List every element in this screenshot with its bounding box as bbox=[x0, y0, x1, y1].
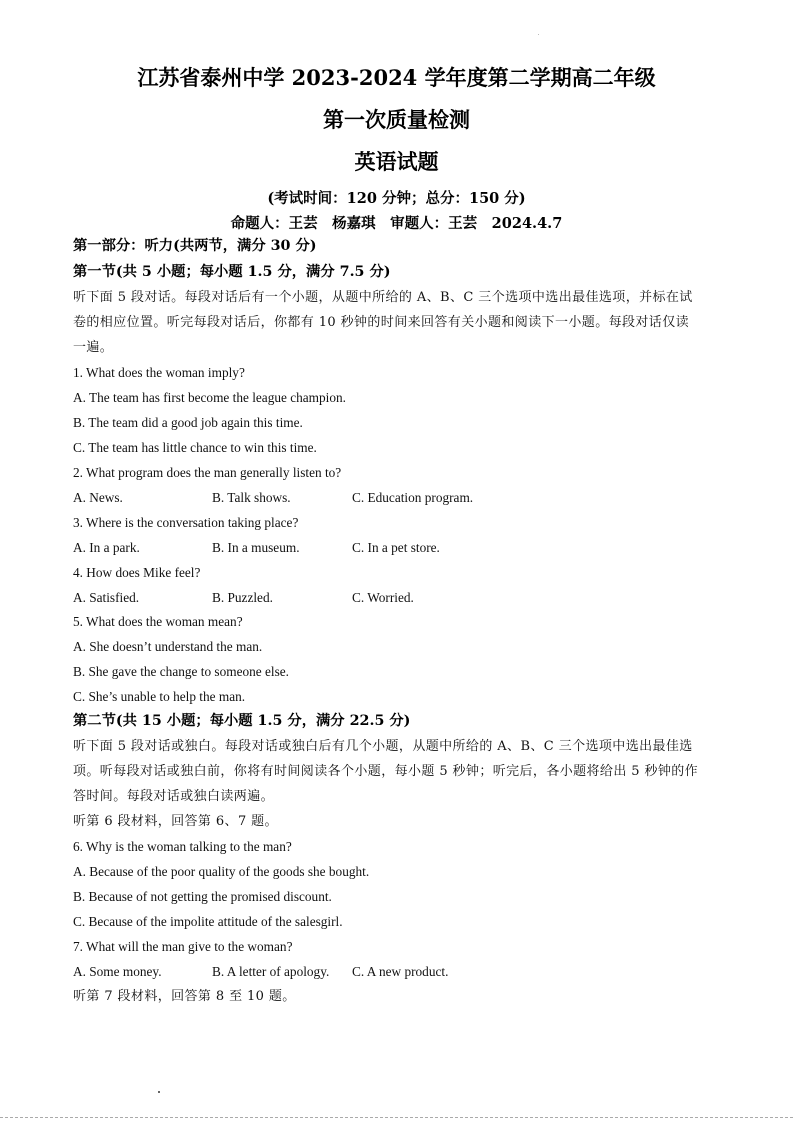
question-1-option-c: C. The team has little chance to win this time. bbox=[73, 440, 317, 455]
question-5-option-a: A. She doesn’t understand the man. bbox=[73, 639, 263, 654]
section2-instructions-line3: 答时间。每段对话或独白读两遍。 bbox=[73, 789, 275, 804]
question-3-option-c: C. In a pet store. bbox=[352, 540, 440, 555]
exam-authors: 命题人：王芸 杨嘉琪 审题人：王芸 2024.4.7 bbox=[230, 215, 563, 232]
question-3-option-a: A. In a park. bbox=[73, 540, 140, 555]
question-2-option-c: C. Education program. bbox=[352, 490, 474, 505]
exam-time-score: (考试时间：120 分钟；总分：150 分) bbox=[267, 190, 526, 207]
material-7-note: 听第 7 段材料，回答第 8 至 10 题。 bbox=[73, 989, 296, 1004]
question-1-option-b: B. The team did a good job again this time. bbox=[73, 415, 303, 430]
question-3-option-b: B. In a museum. bbox=[212, 540, 300, 555]
question-6-option-b: B. Because of not getting the promised discount. bbox=[73, 889, 332, 904]
question-5-option-c: C. She’s unable to help the man. bbox=[73, 689, 246, 704]
question-7-option-c: C. A new product. bbox=[352, 964, 449, 979]
section2-instructions-line2: 项。听每段对话或独白前，你将有时间阅读各个小题，每小题 5 秒钟；听完后，各小题将给出 5 秒钟的作 bbox=[73, 764, 699, 779]
question-7: 7. What will the man give to the woman? bbox=[73, 939, 293, 954]
section2-instructions-line1: 听下面 5 段对话或独白。每段对话或独白后有几个小题，从题中所给的 A、B、C 三个选项中选出最佳选 bbox=[73, 739, 693, 754]
question-1: 1. What does the woman imply? bbox=[73, 365, 245, 380]
question-7-option-a: A. Some money. bbox=[73, 964, 162, 979]
exam-subject: 英语试题 bbox=[354, 149, 439, 174]
question-5-option-b: B. She gave the change to someone else. bbox=[73, 664, 290, 679]
page-bottom-rule bbox=[0, 1117, 793, 1118]
section2-heading: 第二节(共 15 小题；每小题 1.5 分，满分 22.5 分) bbox=[73, 713, 411, 729]
exam-subtitle: 第一次质量检测 bbox=[323, 107, 470, 132]
question-4: 4. How does Mike feel? bbox=[73, 565, 201, 580]
question-2-option-b: B. Talk shows. bbox=[212, 490, 291, 505]
footer-mark bbox=[158, 1091, 160, 1093]
section1-instructions-line3: 一遍。 bbox=[73, 340, 114, 355]
question-1-option-a: A. The team has first become the league champion. bbox=[73, 390, 346, 405]
question-2: 2. What program does the man generally listen to? bbox=[73, 465, 342, 480]
question-4-option-c: C. Worried. bbox=[352, 590, 414, 605]
question-5: 5. What does the woman mean? bbox=[73, 614, 243, 629]
question-3: 3. Where is the conversation taking place? bbox=[73, 515, 299, 530]
question-6: 6. Why is the woman talking to the man? bbox=[73, 839, 292, 854]
question-4-option-a: A. Satisfied. bbox=[73, 590, 140, 605]
exam-school-title: 江苏省泰州中学 2023-2024 学年度第二学期高二年级 bbox=[137, 65, 656, 90]
part1-heading: 第一部分：听力(共两节，满分 30 分) bbox=[73, 238, 317, 254]
question-6-option-a: A. Because of the poor quality of the goods she bought. bbox=[73, 864, 370, 879]
section1-instructions-line2: 卷的相应位置。听完每段对话后，你都有 10 秒钟的时间来回答有关小题和阅读下一小题。每段对话仅读 bbox=[73, 315, 690, 330]
question-4-option-b: B. Puzzled. bbox=[212, 590, 273, 605]
material-6-note: 听第 6 段材料，回答第 6、7 题。 bbox=[73, 814, 278, 829]
question-7-option-b: B. A letter of apology. bbox=[212, 964, 330, 979]
scan-speck bbox=[538, 34, 539, 35]
question-2-option-a: A. News. bbox=[73, 490, 123, 505]
question-6-option-c: C. Because of the impolite attitude of the salesgirl. bbox=[73, 914, 343, 929]
section1-instructions-line1: 听下面 5 段对话。每段对话后有一个小题，从题中所给的 A、B、C 三个选项中选出最佳选项，并标在试 bbox=[73, 290, 693, 305]
section1-heading: 第一节(共 5 小题；每小题 1.5 分，满分 7.5 分) bbox=[73, 264, 391, 280]
